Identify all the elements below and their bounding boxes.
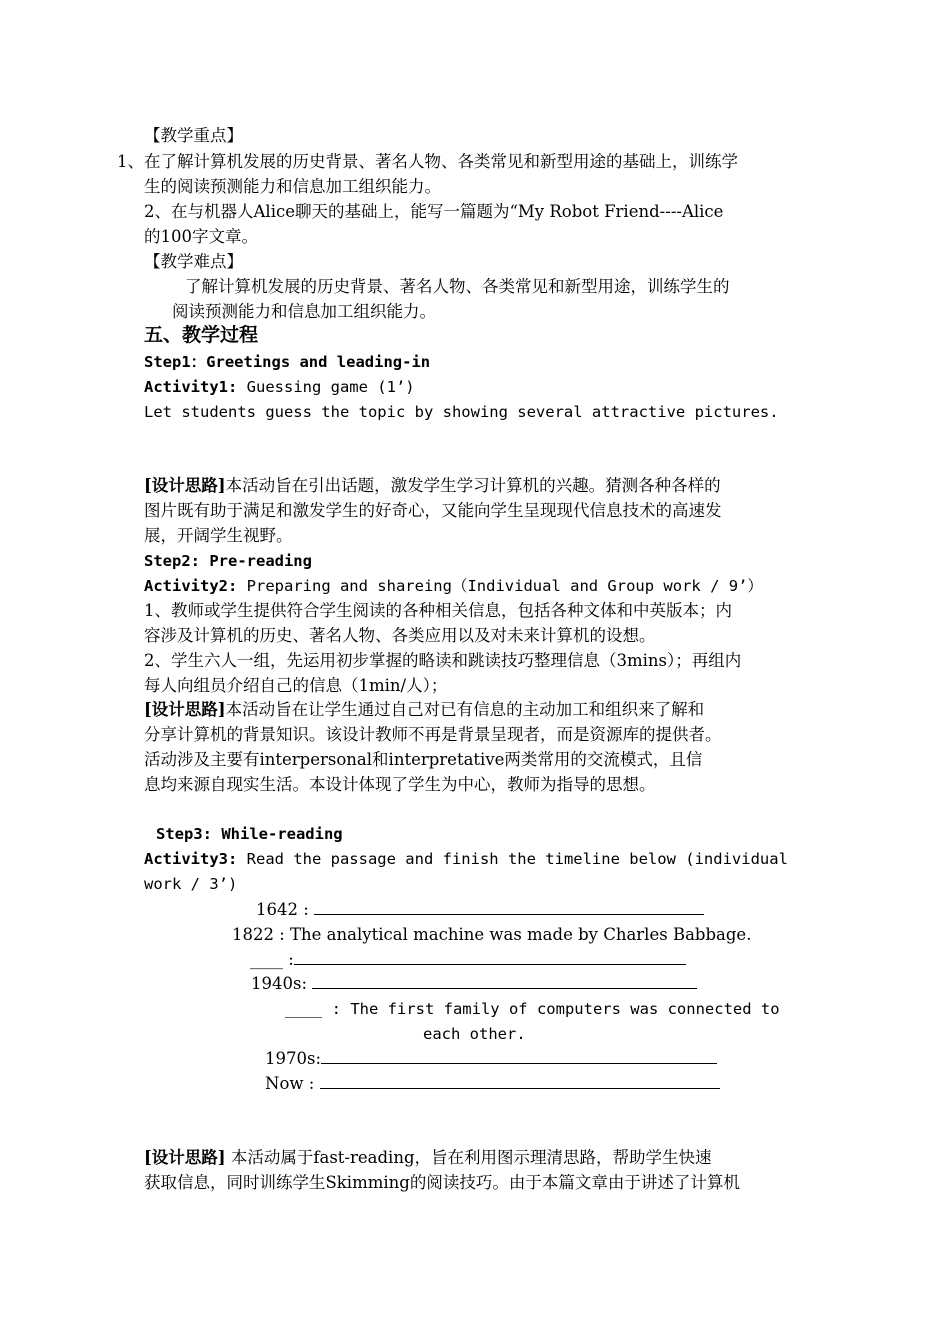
timeline-1642: [256, 898, 704, 922]
focus-item2-line1: 2、在与机器人Alice聊天的基础上，能写一篇题为“My Robot Friend----Alice: [144, 202, 724, 221]
focus-heading: 【教学重点】: [144, 126, 243, 145]
step2-design-label: [设计思路]: [144, 700, 226, 719]
step1-activity-text: Guessing game (1’): [237, 378, 415, 396]
timeline-1642-label: 1642 :: [256, 900, 309, 919]
focus-item1-line2: 生的阅读预测能力和信息加工组织能力。: [144, 177, 441, 196]
step2-design-line3: 活动涉及主要有interpersonal和interpretative两类常用的交流模式，且信: [144, 750, 703, 769]
step3-design-text: 本活动属于fast-reading，旨在利用图示理清思路，帮助学生快速: [225, 1148, 712, 1167]
step2-activity-text: Preparing and shareing（Individual and Group work / 9’）: [237, 577, 763, 595]
difficulty-line2: 阅读预测能力和信息加工组织能力。: [172, 302, 436, 321]
timeline-1822-text: 1822 : The analytical machine was made by Charles Babbage.: [232, 925, 752, 944]
timeline-1642-blank: [314, 899, 704, 915]
timeline-blank1-label: ____ :: [250, 950, 294, 969]
step3-activity-label: Activity3:: [144, 850, 238, 868]
step1-activity: [144, 375, 415, 399]
timeline-now-blank: [320, 1073, 720, 1089]
step2-design-line1: [144, 698, 704, 722]
timeline-1970s-blank: [321, 1048, 717, 1064]
timeline-now: [265, 1072, 720, 1096]
step2-design-text: 本活动旨在让学生通过自己对已有信息的主动加工和组织来了解和: [225, 700, 705, 719]
step3-design-label: [设计思路]: [144, 1148, 226, 1167]
step2-point1-line2: 容涉及计算机的历史、著名人物、各类应用以及对未来计算机的设想。: [144, 626, 656, 645]
step3-design-line1: [144, 1146, 712, 1170]
step3-activity: [144, 847, 788, 871]
step2-activity: [144, 574, 763, 598]
difficulty-line1: 了解计算机发展的历史背景、著名人物、各类常见和新型用途，训练学生的: [185, 277, 730, 296]
step2-point1-line1: 1、教师或学生提供符合学生阅读的各种相关信息，包括各种文体和中英版本；内: [144, 601, 732, 620]
step1-design-line3: 展，开阔学生视野。: [144, 526, 293, 545]
step1-title: Step1：Greetings and leading-in: [144, 353, 431, 371]
step1-design-line2: 图片既有助于满足和激发学生的好奇心，又能向学生呈现现代信息技术的高速发: [144, 501, 722, 520]
timeline-1940s-label: 1940s:: [251, 974, 308, 993]
step1-design-label: [设计思路]: [144, 476, 226, 495]
step3-design-line2: 获取信息，同时训练学生Skimming的阅读技巧。由于本篇文章由于讲述了计算机: [144, 1173, 740, 1192]
step3-activity-text: Read the passage and finish the timeline below (individual: [237, 850, 788, 868]
timeline-blank2-cont: each other.: [423, 1025, 526, 1043]
step3-title: Step3: While-reading: [156, 825, 343, 843]
step2-activity-label: Activity2:: [144, 577, 238, 595]
step3-activity-cont: work / 3’): [144, 875, 238, 893]
timeline-1822: [232, 923, 751, 947]
step1-description: Let students guess the topic by showing several attractive pictures.: [144, 403, 779, 421]
step2-title: Step2: Pre-reading: [144, 552, 312, 570]
timeline-1970s-label: 1970s:: [265, 1049, 322, 1068]
step1-design-text: 本活动旨在引出话题，激发学生学习计算机的兴趣。猜测各种各样的: [225, 476, 721, 495]
step1-design-line1: [144, 474, 721, 498]
step1-activity-label: Activity1:: [144, 378, 238, 396]
timeline-blank1-line: [294, 949, 686, 965]
step2-point2-line1: 2、学生六人一组，先运用初步掌握的略读和跳读技巧整理信息（3mins）；再组内: [144, 651, 742, 670]
timeline-1970s: [265, 1047, 717, 1071]
step2-design-line2: 分享计算机的背景知识。该设计教师不再是背景呈现者，而是资源库的提供者。: [144, 725, 722, 744]
timeline-blank2: ____ : The first family of computers was connected to: [285, 1000, 780, 1018]
timeline-now-label: Now :: [265, 1074, 315, 1093]
step2-point2-line2: 每人向组员介绍自己的信息（1min/人）；: [144, 676, 448, 695]
focus-item2-line2: 的100字文章。: [144, 227, 258, 246]
timeline-1940s-blank: [312, 973, 697, 989]
process-heading: 五、教学过程: [144, 324, 259, 346]
step2-design-line4: 息均来源自现实生活。本设计体现了学生为中心，教师为指导的思想。: [144, 775, 656, 794]
timeline-blank1: [250, 948, 686, 972]
timeline-1940s: [251, 972, 697, 996]
difficulty-heading: 【教学难点】: [144, 252, 243, 271]
focus-item1-line1: 1、在了解计算机发展的历史背景、著名人物、各类常见和新型用途的基础上，训练学: [117, 152, 738, 171]
